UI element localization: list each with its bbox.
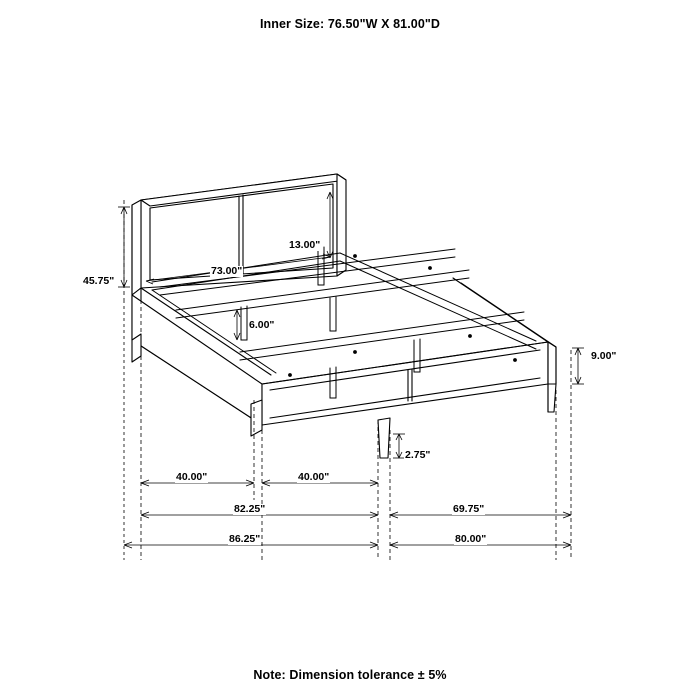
- dim-label-rail-height: 9.00": [591, 350, 617, 362]
- page-title: Inner Size: 76.50"W X 81.00"D: [259, 17, 441, 31]
- dim-slat-clearance: [234, 310, 240, 340]
- dim-label-overall-length: 86.25": [229, 533, 261, 545]
- dim-label-headboard-width: 73.00": [211, 265, 243, 277]
- tolerance-note: Note: Dimension tolerance ± 5%: [253, 668, 447, 682]
- dim-overall-height: [118, 207, 130, 287]
- dim-label-leg-to-leg-left: 40.00": [176, 471, 208, 483]
- dim-label-overall-width: 80.00": [455, 533, 487, 545]
- dim-label-overall-height: 45.75": [83, 275, 115, 287]
- dim-label-length-outer: 82.25": [234, 503, 266, 515]
- dim-label-leg-to-leg-right: 40.00": [298, 471, 330, 483]
- bed-frame: [132, 278, 556, 425]
- dim-label-leg-height: 2.75": [405, 449, 431, 461]
- dim-rail-height: [572, 348, 584, 384]
- dim-label-slat-clearance: 6.00": [249, 319, 275, 331]
- dim-row-2: [141, 512, 571, 518]
- dim-row-3: [124, 542, 571, 548]
- dim-label-headboard-panel-height: 13.00": [289, 239, 321, 251]
- dim-label-width-outer: 69.75": [453, 503, 485, 515]
